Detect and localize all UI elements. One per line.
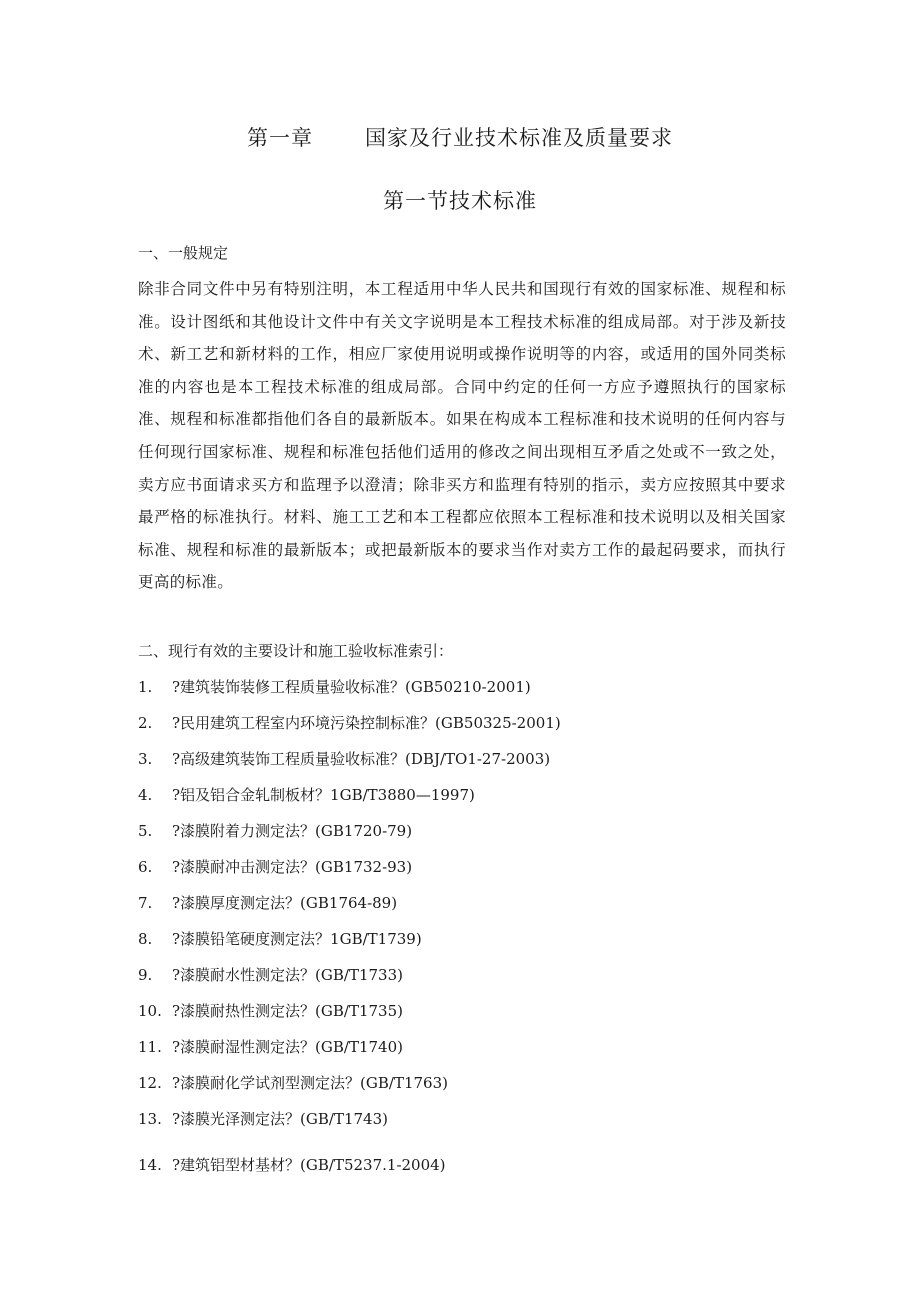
list-item-text: ?民用建筑工程室内环境污染控制标准？(GB50325-2001) [172, 714, 561, 732]
list-item-text: ?漆膜耐湿性测定法？(GB/T1740) [172, 1038, 403, 1056]
chapter-number: 第一章 [247, 126, 313, 150]
standards-index-heading: 二、现行有效的主要设计和施工验收标准索引： [138, 642, 454, 660]
list-item-number: 2. [138, 714, 153, 732]
standards-list [138, 675, 561, 1189]
list-item-number: 12. [138, 1074, 162, 1092]
list-item [138, 747, 561, 783]
list-item-number: 8. [138, 930, 153, 948]
list-item-number: 11. [138, 1038, 162, 1056]
list-item-text: ?建筑铝型材基材？(GB/T5237.1-2004) [172, 1156, 446, 1174]
list-item [138, 1071, 561, 1107]
list-item-text: ?漆膜附着力测定法？(GB1720-79) [172, 822, 413, 840]
list-item-number: 1. [138, 678, 153, 696]
list-item [138, 783, 561, 819]
list-item-text: ?漆膜耐冲击测定法？(GB1732-93) [172, 858, 413, 876]
list-item-number: 3. [138, 750, 153, 768]
list-item [138, 711, 561, 747]
list-item [138, 1035, 561, 1071]
list-item-number: 4. [138, 786, 153, 804]
list-item-number: 7. [138, 894, 153, 912]
list-item [138, 963, 561, 999]
list-item-text: ?漆膜耐水性测定法？(GB/T1733) [172, 966, 403, 984]
list-item-text: ?漆膜耐热性测定法？(GB/T1735) [172, 1002, 403, 1020]
list-item [138, 675, 561, 711]
list-item [138, 891, 561, 927]
list-item [138, 1153, 561, 1189]
list-item [138, 999, 561, 1035]
list-item-number: 14. [138, 1156, 162, 1174]
list-item-number: 5. [138, 822, 153, 840]
list-item-text: ?建筑装饰装修工程质量验收标准？(GB50210-2001) [172, 678, 531, 696]
list-item [138, 855, 561, 891]
list-item-text: ?漆膜厚度测定法？(GB1764-89) [172, 894, 398, 912]
list-item-text: ?漆膜铅笔硬度测定法？1GB/T1739) [172, 930, 422, 948]
list-item-text: ?铝及铝合金轧制板材？1GB/T3880—1997) [172, 786, 475, 804]
list-item [138, 927, 561, 963]
list-item-number: 10. [138, 1002, 162, 1020]
general-provisions-heading: 一、一般规定 [138, 244, 229, 262]
list-item [138, 1107, 561, 1143]
chapter-heading-text: 国家及行业技术标准及质量要求 [365, 126, 673, 150]
list-item-text: ?漆膜耐化学试剂型测定法？(GB/T1763) [172, 1074, 448, 1092]
list-item-number: 9. [138, 966, 153, 984]
list-item-number: 6. [138, 858, 153, 876]
list-item-text: ?漆膜光泽测定法？(GB/T1743) [172, 1110, 388, 1128]
list-item-number: 13. [138, 1110, 162, 1128]
section-title: 第一节技术标准 [383, 189, 537, 213]
list-item-text: ?高级建筑装饰工程质量验收标准？(DBJ/TO1-27-2003) [172, 750, 551, 768]
chapter-title [0, 122, 920, 152]
list-item [138, 819, 561, 855]
general-provisions-paragraph: 除非合同文件中另有特别注明，本工程适用中华人民共和国现行有效的国家标准、规程和标准。设计图纸和其他设计文件中有关文字说明是本工程技术标准的组成局部。对于涉及新技术、新工艺和新材料的工作，相应厂家使用说明或操作说明等的内容，或适用的国外同类标准的内容也是本工程技术标准的组成局部。合同中约定的任何一方应予遵照执行的国家标准、规程和标准都指他们各自的最新版本。如果在构成本工程标准和技术说明的任何内容与任何现行国家标准、规程和标准包括他们适用的修改之间出现相互矛盾之处或不一致之处，卖方应书面请求买方和监理予以澄清；除非买方和监理有特别的指示，卖方应按照其中要求最严格的标准执行。材料、施工工艺和本工程都应依照本工程标准和技术说明以及相关国家标准、规程和标准的最新版本；或把最新版本的要求当作对卖方工作的最起码要求，而执行更高的标准。 [138, 280, 786, 592]
